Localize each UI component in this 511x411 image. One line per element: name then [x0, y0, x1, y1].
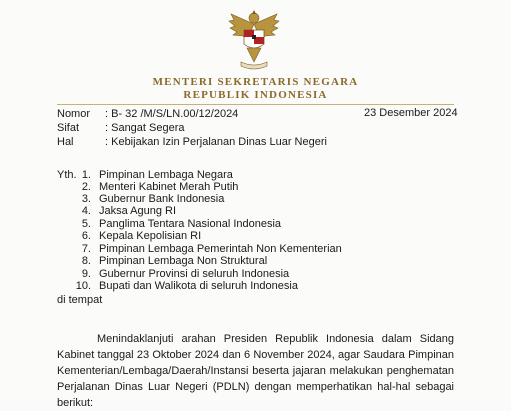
list-item-text: Menteri Kabinet Merah Putih — [99, 181, 239, 193]
hal-value: : Kebijakan Izin Perjalanan Dinas Luar Negeri — [105, 136, 327, 148]
list-item-text: Jaksa Agung RI — [99, 205, 177, 217]
letterhead-divider — [57, 104, 454, 105]
list-item-text: Kepala Kepolisian RI — [99, 230, 202, 242]
list-item-number: 6. — [81, 230, 91, 242]
list-item-number: 8. — [81, 255, 91, 267]
list-item-number: 1. — [81, 169, 91, 181]
list-item-text: Pimpinan Lembaga Pemerintah Non Kementerian — [99, 243, 342, 255]
list-item-text: Bupati dan Walikota di seluruh Indonesia — [99, 280, 298, 292]
list-item-text: Panglima Tentara Nasional Indonesia — [99, 218, 282, 230]
place-line: di tempat — [57, 294, 103, 306]
letterhead-line-2: REPUBLIK INDONESIA — [183, 89, 328, 101]
list-item-text: Pimpinan Lembaga Non Struktural — [99, 255, 268, 267]
list-item-number: 9. — [81, 268, 91, 280]
garuda-emblem-icon — [225, 6, 283, 72]
list-item-text: Gubernur Bank Indonesia — [99, 193, 225, 205]
nomor-label: Nomor — [57, 108, 91, 120]
letter-date: 23 Desember 2024 — [364, 107, 458, 119]
sifat-value: : Sangat Segera — [105, 122, 185, 134]
list-item-number: 2. — [81, 181, 91, 193]
list-item-number: 10. — [75, 280, 91, 292]
list-item-number: 4. — [81, 205, 91, 217]
salutation-yth: Yth. — [57, 169, 77, 181]
hal-label: Hal — [57, 136, 74, 148]
list-item-number: 3. — [81, 193, 91, 205]
list-item-number: 5. — [81, 218, 91, 230]
letterhead-line-1: MENTERI SEKRETARIS NEGARA — [152, 76, 359, 88]
body-paragraph: Menindaklanjuti arahan Presiden Republik Indonesia dalam Sidang Kabinet tanggal 23 Oktober 2024 dan 6 November 2024, agar Saudara Pimpinan Kementerian/Lembaga/Daerah/Instansi beserta jajaran melakukan penghematan Perjalanan Dinas Luar Negeri (PDLN) dengan memperhatikan hal-hal sebagai berikut: — [57, 333, 454, 409]
list-item-text: Pimpinan Lembaga Negara — [99, 169, 233, 181]
list-item-text: Gubernur Provinsi di seluruh Indonesia — [99, 268, 290, 280]
list-item-number: 7. — [81, 243, 91, 255]
nomor-value: : B- 32 /M/S/LN.00/12/2024 — [105, 108, 239, 120]
sifat-label: Sifat — [57, 122, 80, 134]
